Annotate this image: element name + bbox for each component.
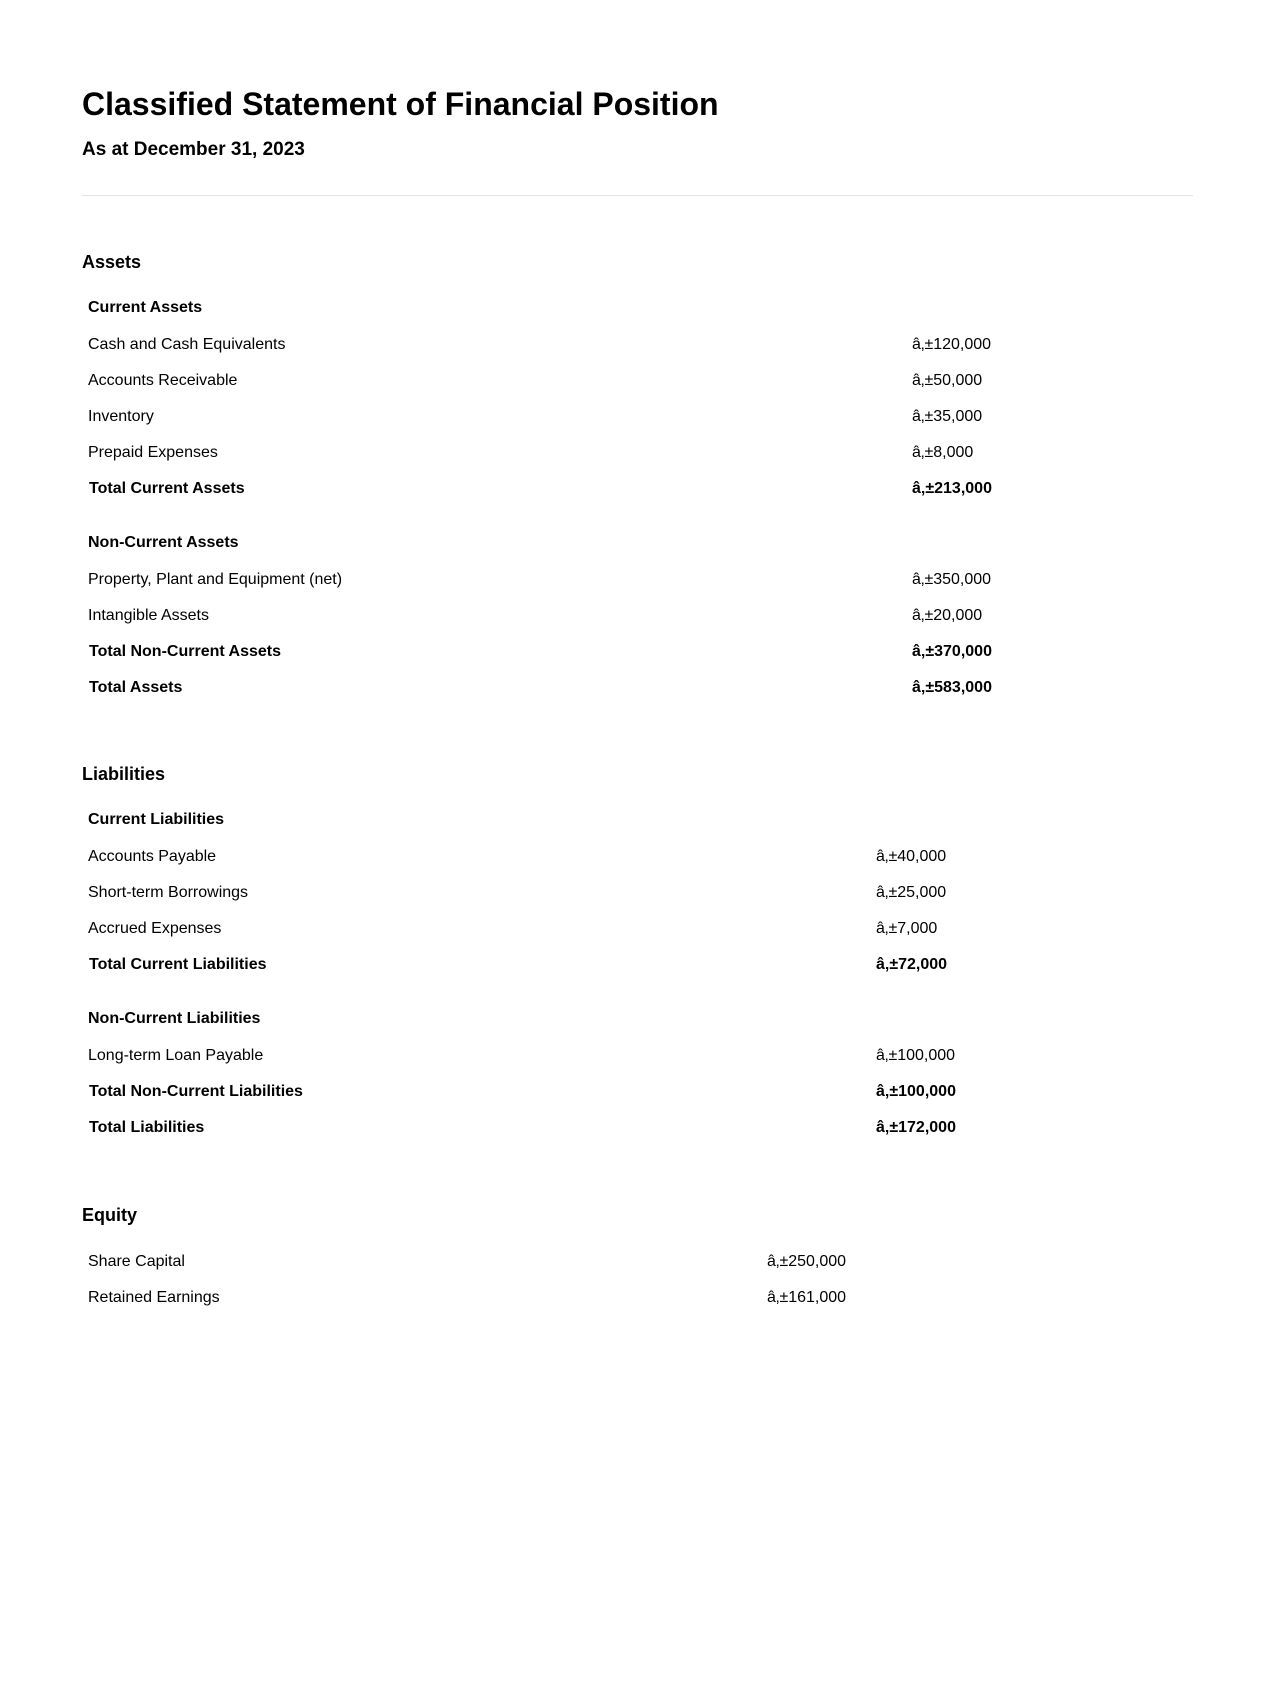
- line-item-amount: â‚±120,000: [912, 336, 992, 353]
- liabilities-heading: Liabilities: [82, 764, 166, 784]
- line-item-label: Long-term Loan Payable: [88, 1047, 264, 1064]
- line-item-label: Accrued Expenses: [88, 920, 222, 937]
- total-label: Total Assets: [89, 679, 183, 696]
- total-label: Total Non-Current Liabilities: [89, 1083, 303, 1100]
- total-amount: â‚±100,000: [876, 1083, 956, 1100]
- line-item-amount: â‚±7,000: [876, 920, 938, 937]
- total-amount: â‚±583,000: [912, 679, 992, 696]
- total-amount: â‚±72,000: [876, 956, 948, 973]
- line-item-amount: â‚±250,000: [767, 1253, 847, 1270]
- total-label: Total Non-Current Assets: [89, 643, 282, 660]
- line-item-amount: â‚±20,000: [912, 607, 983, 624]
- line-item-amount: â‚±35,000: [912, 408, 983, 425]
- line-item-label: Intangible Assets: [88, 607, 209, 624]
- total-amount: â‚±213,000: [912, 480, 992, 497]
- line-item-label: Accounts Receivable: [88, 372, 238, 389]
- line-item-amount: â‚±161,000: [767, 1289, 847, 1306]
- page-subtitle: As at December 31, 2023: [82, 139, 305, 160]
- line-item-label: Inventory: [88, 408, 154, 425]
- current-liabilities-heading: Current Liabilities: [88, 811, 225, 828]
- current-assets-heading: Current Assets: [88, 299, 203, 316]
- line-item-amount: â‚±25,000: [876, 884, 947, 901]
- equity-heading: Equity: [82, 1205, 138, 1225]
- line-item-amount: â‚±50,000: [912, 372, 983, 389]
- line-item-label: Accounts Payable: [88, 848, 217, 865]
- line-item-amount: â‚±40,000: [876, 848, 947, 865]
- total-amount: â‚±370,000: [912, 643, 992, 660]
- total-label: Total Current Liabilities: [89, 956, 267, 973]
- line-item-label: Cash and Cash Equivalents: [88, 336, 286, 353]
- non-current-liabilities-heading: Non-Current Liabilities: [88, 1010, 261, 1027]
- total-amount: â‚±172,000: [876, 1119, 956, 1136]
- header-divider: [82, 195, 1193, 196]
- line-item-label: Short-term Borrowings: [88, 884, 249, 901]
- non-current-assets-heading: Non-Current Assets: [88, 534, 239, 551]
- assets-heading: Assets: [82, 252, 142, 272]
- total-label: Total Current Assets: [89, 480, 245, 497]
- line-item-amount: â‚±8,000: [912, 444, 974, 461]
- page-title: Classified Statement of Financial Position: [82, 86, 719, 122]
- line-item-amount: â‚±100,000: [876, 1047, 956, 1064]
- total-label: Total Liabilities: [89, 1119, 205, 1136]
- line-item-label: Prepaid Expenses: [88, 444, 218, 461]
- line-item-label: Retained Earnings: [88, 1289, 220, 1306]
- line-item-label: Share Capital: [88, 1253, 185, 1270]
- line-item-amount: â‚±350,000: [912, 571, 992, 588]
- line-item-label: Property, Plant and Equipment (net): [88, 571, 343, 588]
